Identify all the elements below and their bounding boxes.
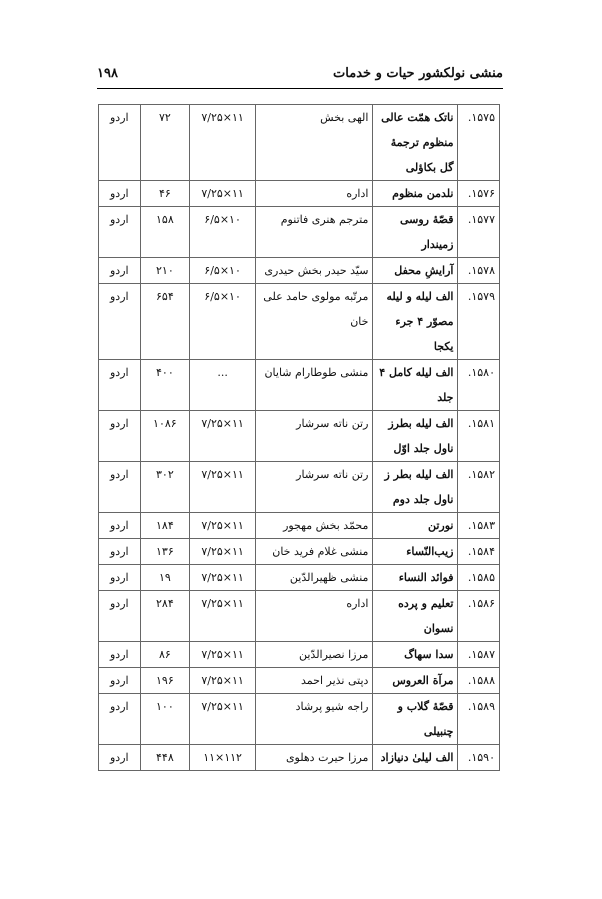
entry-number: ۱۵۹۰. <box>458 745 500 771</box>
language: اردو <box>99 539 141 565</box>
book-title: نورتن <box>373 513 458 539</box>
language: اردو <box>99 105 141 181</box>
page-size: ۱۰×۶/۵ <box>190 284 256 360</box>
table-row <box>99 284 500 360</box>
entry-number: ۱۵۷۷. <box>458 207 500 258</box>
page-size: ۱۱×۷/۲۵ <box>190 694 256 745</box>
table-row <box>99 411 500 462</box>
book-title: قصّۀ روسی زمیندار <box>373 207 458 258</box>
page-count: ۴۴۸ <box>140 745 190 771</box>
book-title: الف لیله و لیله مصوّر ۴ جرء یکجا <box>373 284 458 360</box>
page-count: ۱۹۶ <box>140 668 190 694</box>
language: اردو <box>99 591 141 642</box>
book-title: زیب‌النّساء <box>373 539 458 565</box>
book-title: قصّۀ گلاب و چنبیلی <box>373 694 458 745</box>
language: اردو <box>99 513 141 539</box>
book-title: ناتک همّت عالی منظوم ترجمۀ گل بکاؤلی <box>373 105 458 181</box>
book-title: الف لیله بطر ز ناول جلد دوم <box>373 462 458 513</box>
page-count: ۱۳۶ <box>140 539 190 565</box>
author-name: دپتی نذیر احمد <box>255 668 372 694</box>
language: اردو <box>99 462 141 513</box>
author-name: منشی غلام فرید خان <box>255 539 372 565</box>
table-row <box>99 668 500 694</box>
catalog-body <box>99 105 500 771</box>
table-row <box>99 105 500 181</box>
entry-number: ۱۵۷۵. <box>458 105 500 181</box>
table-row <box>99 642 500 668</box>
page-size: ۱۱۲×۱۱ <box>190 745 256 771</box>
page-count: ۱۵۸ <box>140 207 190 258</box>
language: اردو <box>99 745 141 771</box>
table-row <box>99 207 500 258</box>
author-name: سیّد حیدر بخش حیدری <box>255 258 372 284</box>
language: اردو <box>99 411 141 462</box>
author-name: منشی طوطارام شایان <box>255 360 372 411</box>
author-name: الهی بخش <box>255 105 372 181</box>
book-title: سدا سهاگ <box>373 642 458 668</box>
page-count: ۲۱۰ <box>140 258 190 284</box>
language: اردو <box>99 207 141 258</box>
page-size: ۱۰×۶/۵ <box>190 258 256 284</box>
author-name: راجه شیو پرشاد <box>255 694 372 745</box>
page-size: ۱۱×۷/۲۵ <box>190 181 256 207</box>
page-size: ۱۱×۷/۲۵ <box>190 642 256 668</box>
page-size: ... <box>190 360 256 411</box>
page-number: ۱۹۸ <box>97 66 118 81</box>
entry-number: ۱۵۷۶. <box>458 181 500 207</box>
entry-number: ۱۵۸۶. <box>458 591 500 642</box>
page-count: ۱۹ <box>140 565 190 591</box>
table-row <box>99 565 500 591</box>
entry-number: ۱۵۸۴. <box>458 539 500 565</box>
page-count: ۱۰۸۶ <box>140 411 190 462</box>
page-size: ۱۱×۷/۲۵ <box>190 565 256 591</box>
page-size: ۱۱×۷/۲۵ <box>190 513 256 539</box>
page-count: ۷۲ <box>140 105 190 181</box>
author-name: اداره <box>255 591 372 642</box>
page-count: ۴۶ <box>140 181 190 207</box>
author-name: مرتّبه مولوی حامد علی خان <box>255 284 372 360</box>
language: اردو <box>99 642 141 668</box>
table-row <box>99 539 500 565</box>
author-name: اداره <box>255 181 372 207</box>
page-count: ۴۰۰ <box>140 360 190 411</box>
author-name: رتن ناته سرشار <box>255 411 372 462</box>
entry-number: ۱۵۸۵. <box>458 565 500 591</box>
book-title: الف لیله کامل ۴ جلد <box>373 360 458 411</box>
language: اردو <box>99 181 141 207</box>
page-size: ۱۱×۷/۲۵ <box>190 668 256 694</box>
entry-number: ۱۵۷۹. <box>458 284 500 360</box>
page-size: ۱۰×۶/۵ <box>190 207 256 258</box>
book-title: فوائد النساء <box>373 565 458 591</box>
table-row <box>99 258 500 284</box>
page-size: ۱۱×۷/۲۵ <box>190 105 256 181</box>
entry-number: ۱۵۸۸. <box>458 668 500 694</box>
author-name: رتن ناته سرشار <box>255 462 372 513</box>
entry-number: ۱۵۸۰. <box>458 360 500 411</box>
language: اردو <box>99 668 141 694</box>
page-count: ۶۵۴ <box>140 284 190 360</box>
page-header <box>97 64 503 86</box>
table-row <box>99 513 500 539</box>
page-size: ۱۱×۷/۲۵ <box>190 411 256 462</box>
entry-number: ۱۵۸۹. <box>458 694 500 745</box>
language: اردو <box>99 565 141 591</box>
entry-number: ۱۵۸۷. <box>458 642 500 668</box>
book-title: تعلیم و پرده نسوان <box>373 591 458 642</box>
author-name: منشی ظهیرالدّین <box>255 565 372 591</box>
page-count: ۲۸۴ <box>140 591 190 642</box>
table-row <box>99 462 500 513</box>
book-title: آرایشِ محفل <box>373 258 458 284</box>
entry-number: ۱۵۸۲. <box>458 462 500 513</box>
language: اردو <box>99 284 141 360</box>
table-row <box>99 360 500 411</box>
page-count: ۸۶ <box>140 642 190 668</box>
language: اردو <box>99 694 141 745</box>
book-title: الف لیلیٰ دنیازاد <box>373 745 458 771</box>
table-row <box>99 745 500 771</box>
author-name: مرزا نصیرالدّین <box>255 642 372 668</box>
book-title: نلدمن منظوم <box>373 181 458 207</box>
language: اردو <box>99 258 141 284</box>
author-name: محمّد بخش مهجور <box>255 513 372 539</box>
book-title: الف لیله بطرز ناول جلد اوّل <box>373 411 458 462</box>
entry-number: ۱۵۷۸. <box>458 258 500 284</box>
running-title: منشی نولکشور حیات و خدمات <box>333 66 503 81</box>
page-size: ۱۱×۷/۲۵ <box>190 591 256 642</box>
author-name: مترجم هنری فاتنوم <box>255 207 372 258</box>
book-title: مرآة العروس <box>373 668 458 694</box>
table-row <box>99 181 500 207</box>
page-size: ۱۱×۷/۲۵ <box>190 539 256 565</box>
author-name: مرزا حیرت دهلوی <box>255 745 372 771</box>
table-row <box>99 694 500 745</box>
page-count: ۳۰۲ <box>140 462 190 513</box>
entry-number: ۱۵۸۳. <box>458 513 500 539</box>
catalog-table <box>98 104 500 771</box>
language: اردو <box>99 360 141 411</box>
page-count: ۱۰۰ <box>140 694 190 745</box>
entry-number: ۱۵۸۱. <box>458 411 500 462</box>
header-rule <box>97 88 503 89</box>
table-row <box>99 591 500 642</box>
page-count: ۱۸۴ <box>140 513 190 539</box>
page-size: ۱۱×۷/۲۵ <box>190 462 256 513</box>
